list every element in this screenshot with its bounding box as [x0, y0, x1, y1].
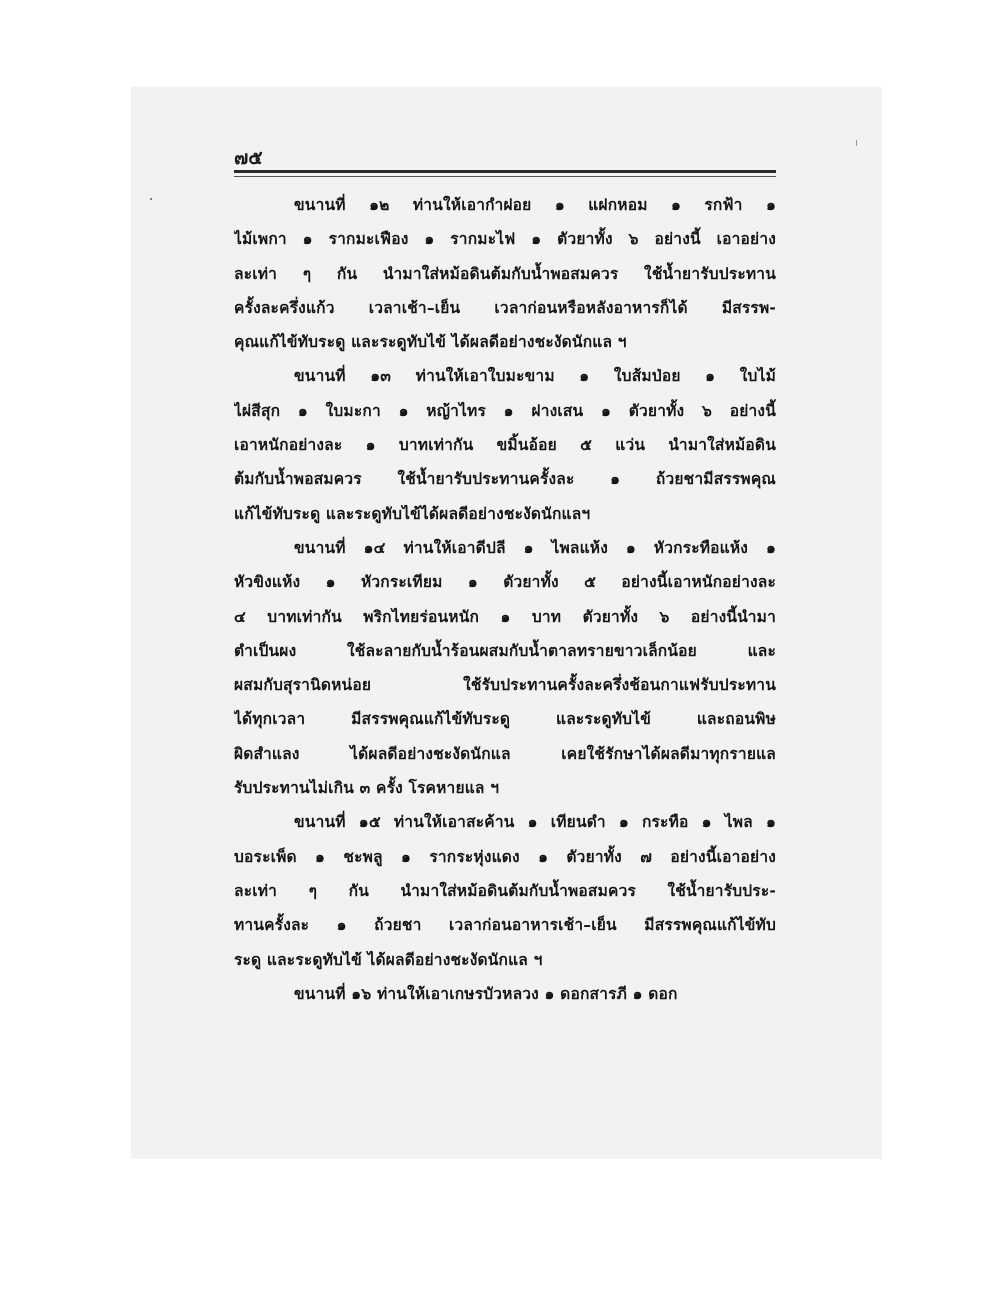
text-line: ขนานที่ ๑๔ ท่านให้เอาดีปลี ๑ ไพลแห้ง ๑ หัวกระทือแห้ง ๑: [294, 538, 776, 557]
text-line: ขนานที่ ๑๖ ท่านให้เอาเกษรบัวหลวง ๑ ดอกสารภี ๑ ดอก: [294, 984, 678, 1003]
text-line: คุณแก้ไข้ทับระดู และระดูทับไข้ ได้ผลดีอย่างชะงัดนักแล ฯ: [234, 333, 627, 352]
text-line: แก้ไข้ทับระดู และระดูทับไข้ได้ผลดีอย่างชะงัดนักแลฯ: [234, 504, 591, 523]
text-line: ได้ทุกเวลา มีสรรพคุณแก้ไข้ทับระดู และระดูทับไข้ และถอนพิษ: [234, 710, 776, 729]
text-line: ไผ่สีสุก ๑ ใบมะกา ๑ หญ้าไทร ๑ ฝางเสน ๑ ตัวยาทั้ง ๖ อย่างนี้: [234, 401, 776, 420]
text-line: ไม้เพกา ๑ รากมะเฟือง ๑ รากมะไฟ ๑ ตัวยาทั้ง ๖ อย่างนี้ เอาอย่าง: [234, 230, 776, 249]
text-line: ผสมกับสุรานิดหน่อย ใช้รับประทานครั้งละครึ่งช้อนกาแฟรับประทาน: [234, 676, 776, 695]
header-rule: [234, 170, 776, 173]
text-line: ขนานที่ ๑๕ ท่านให้เอาสะค้าน ๑ เทียนดำ ๑ กระทือ ๑ ไพล ๑: [294, 813, 776, 832]
paragraph: [234, 531, 776, 805]
paragraph: [234, 977, 776, 1011]
text-line: หัวขิงแห้ง ๑ หัวกระเทียม ๑ ตัวยาทั้ง ๕ อย่างนี้เอาหนักอย่างละ: [234, 573, 776, 592]
text-line: ทานครั้งละ ๑ ถ้วยชา เวลาก่อนอาหารเช้า–เย็น มีสรรพคุณแก้ไข้ทับ: [234, 916, 776, 935]
paragraph: [234, 805, 776, 976]
text-line: บอระเพ็ด ๑ ชะพลู ๑ รากระหุ่งแดง ๑ ตัวยาทั้ง ๗ อย่างนี้เอาอย่าง: [234, 847, 776, 866]
text-line: ครั้งละครึ่งแก้ว เวลาเช้า–เย็น เวลาก่อนหรือหลังอาหารก็ได้ มีสรรพ-: [234, 298, 776, 317]
text-line: ผิดสำแลง ได้ผลดีอย่างชะงัดนักแล เคยใช้รักษาได้ผลดีมาทุกรายแล: [234, 744, 776, 763]
text-line: รับประทานไม่เกิน ๓ ครั้ง โรคหายแล ฯ: [234, 779, 500, 798]
text-line: ขนานที่ ๑๒ ท่านให้เอากำฝอย ๑ แฝกหอม ๑ รกฟ้า ๑: [294, 196, 776, 214]
text-line: ๔ บาทเท่ากัน พริกไทยร่อนหนัก ๑ บาท ตัวยาทั้ง ๖ อย่างนี้นำมา: [234, 607, 776, 626]
paragraph: [234, 359, 776, 530]
document-page: [131, 87, 882, 1159]
paragraph: [234, 188, 776, 359]
scan-speck: [150, 198, 152, 200]
text-line: ต้มกับน้ำพอสมควร ใช้น้ำยารับประทานครั้งละ ๑ ถ้วยชามีสรรพคุณ: [234, 470, 776, 489]
body-text: [234, 188, 776, 1011]
text-line: ละเท่า ๆ กัน นำมาใส่หม้อดินต้มกับน้ำพอสมควร ใช้น้ำยารับประทาน: [234, 264, 776, 283]
scan-mark: [856, 140, 857, 146]
header-rule-thin: [234, 176, 776, 177]
text-line: ขนานที่ ๑๓ ท่านให้เอาใบมะขาม ๑ ใบส้มป่อย ๑ ใบไม้: [294, 367, 776, 386]
text-line: เอาหนักอย่างละ ๑ บาทเท่ากัน ขมิ้นอ้อย ๕ แว่น นำมาใส่หม้อดิน: [234, 436, 776, 455]
text-line: ละเท่า ๆ กัน นำมาใส่หม้อดินต้มกับน้ำพอสมควร ใช้น้ำยารับประ-: [234, 881, 776, 900]
text-line: ระดู และระดูทับไข้ ได้ผลดีอย่างชะงัดนักแล ฯ: [234, 950, 543, 969]
page-number: ๗๕: [234, 147, 263, 169]
text-line: ตำเป็นผง ใช้ละลายกับน้ำร้อนผสมกับน้ำตาลทรายขาวเล็กน้อย และ: [234, 641, 776, 660]
